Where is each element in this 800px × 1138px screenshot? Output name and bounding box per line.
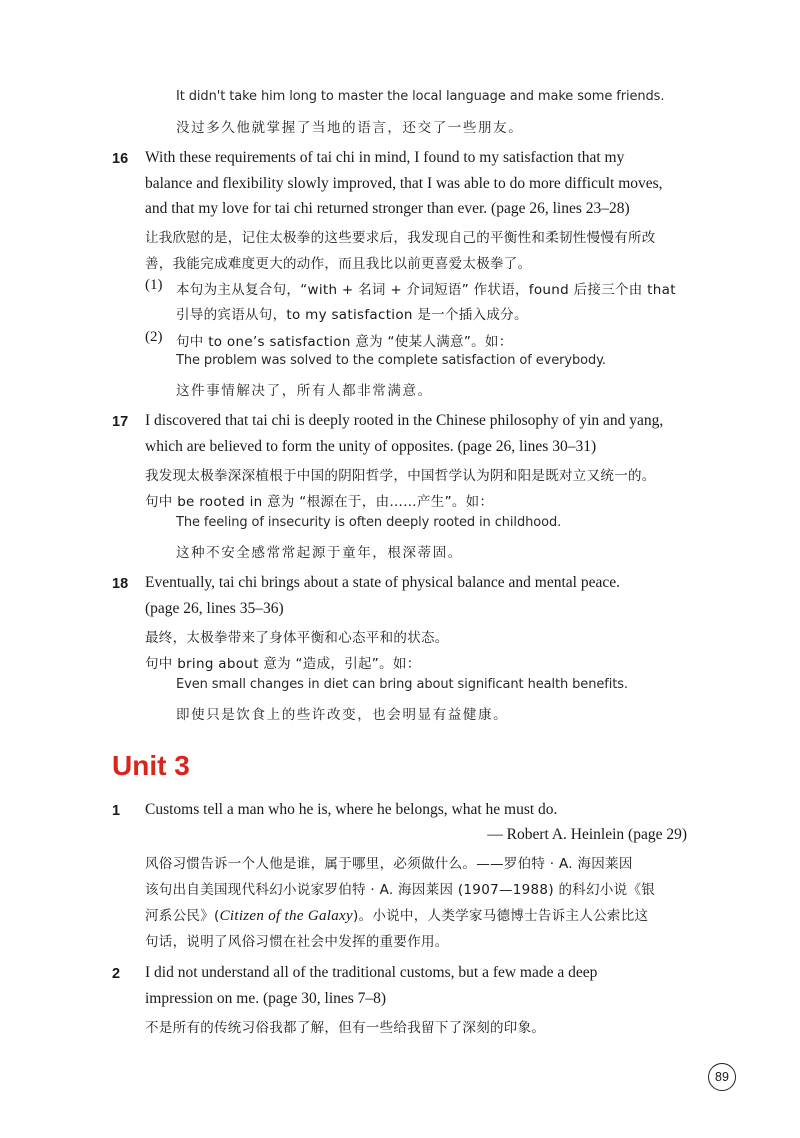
unit3-item-1-translation-line: 风俗习惯告诉一个人他是谁，属于哪里，必须做什么。——罗伯特 · A. 海因莱因 (145, 856, 633, 872)
unit-heading: Unit 3 (112, 750, 190, 781)
item-18-number: 18 (112, 576, 129, 592)
item-18-example-en: Even small changes in diet can bring about significant health benefits. (176, 677, 628, 692)
item-17-translation: 我发现太极拳深深植根于中国的阴阳哲学，中国哲学认为阴和阳是既对立又统一的。 (145, 468, 656, 484)
unit3-item-1-attribution: — Robert A. Heinlein (page 29) (487, 826, 687, 843)
item-18-sentence-line: Eventually, tai chi brings about a state of physical balance and mental peace. (145, 574, 621, 591)
item-17-number: 17 (112, 414, 129, 430)
item-16-sentence-line: balance and flexibility slowly improved, that I was able to do more difficult moves, (145, 175, 663, 192)
unit3-item-1-quote: Customs tell a man who he is, where he belongs, what he must do. (145, 801, 558, 818)
unit3-item-1-number: 1 (112, 803, 121, 819)
item-16-note-1-line: 引导的宾语从句，to my satisfaction 是一个插入成分。 (176, 307, 528, 323)
page-number: 89 (708, 1063, 736, 1091)
item-16-sentence-line: With these requirements of tai chi in mind, I found to my satisfaction that my (145, 149, 625, 166)
item-16-number: 16 (112, 151, 129, 167)
unit3-item-2-sentence-line: I did not understand all of the traditional customs, but a few made a deep (145, 964, 598, 981)
item-17-sentence-line: which are believed to form the unity of opposites. (page 26, lines 30–31) (145, 438, 597, 455)
item-16-note-2-text: 句中 to one’s satisfaction 意为 “使某人满意”。如： (176, 334, 513, 350)
item-18-sentence-line: (page 26, lines 35–36) (145, 600, 284, 617)
top-example-en: It didn't take him long to master the local language and make some friends. (176, 89, 665, 104)
item-16-translation-line: 让我欣慰的是，记住太极拳的这些要求后，我发现自己的平衡性和柔韧性慢慢有所改 (145, 230, 656, 246)
item-16-sentence-line: and that my love for tai chi returned stronger than ever. (page 26, lines 23–28) (145, 200, 630, 217)
item-17-sentence-line: I discovered that tai chi is deeply rooted in the Chinese philosophy of yin and yang, (145, 412, 664, 429)
item-16-translation-line: 善，我能完成难度更大的动作，而且我比以前更喜爱太极拳了。 (145, 256, 532, 272)
book-title: Citizen of the Galaxy (219, 908, 353, 924)
item-17-example-zh: 这种不安全感常常起源于童年，根深蒂固。 (176, 545, 463, 561)
item-16-note-1-marker: (1) (145, 277, 163, 293)
unit3-item-2-sentence-line: impression on me. (page 30, lines 7–8) (145, 990, 387, 1007)
top-example-zh: 没过多久他就掌握了当地的语言，还交了一些朋友。 (176, 120, 524, 136)
unit3-item-2-translation: 不是所有的传统习俗我都了解，但有一些给我留下了深刻的印象。 (145, 1020, 546, 1036)
unit3-item-1-translation-line (145, 904, 648, 925)
unit3-item-2-number: 2 (112, 966, 121, 982)
item-18-translation: 最终，太极拳带来了身体平衡和心态平和的状态。 (145, 630, 449, 646)
unit3-item-1-translation-line: 该句出自美国现代科幻小说家罗伯特 · A. 海因莱因 (1907—1988) 的科幻小说《银 (145, 882, 656, 898)
item-16-example-zh: 这件事情解决了，所有人都非常满意。 (176, 383, 433, 399)
item-18-note: 句中 bring about 意为 “造成，引起”。如： (145, 656, 421, 672)
item-16-note-2-marker: (2) (145, 329, 163, 345)
translation-text: )。小说中，人类学家马德博士告诉主人公索比这 (352, 908, 649, 924)
translation-text: 河系公民》( (145, 908, 220, 924)
item-16-example-en: The problem was solved to the complete satisfaction of everybody. (176, 353, 606, 368)
item-17-note: 句中 be rooted in 意为 “根源在于，由……产生”。如： (145, 494, 494, 510)
item-16-note-1-line: 本句为主从复合句，“with + 名词 + 介词短语” 作状语，found 后接三个由 that (176, 282, 676, 298)
item-18-example-zh: 即使只是饮食上的些许改变，也会明显有益健康。 (176, 707, 509, 723)
item-17-example-en: The feeling of insecurity is often deeply rooted in childhood. (176, 515, 562, 530)
unit3-item-1-translation-line: 句话，说明了风俗习惯在社会中发挥的重要作用。 (145, 934, 449, 950)
